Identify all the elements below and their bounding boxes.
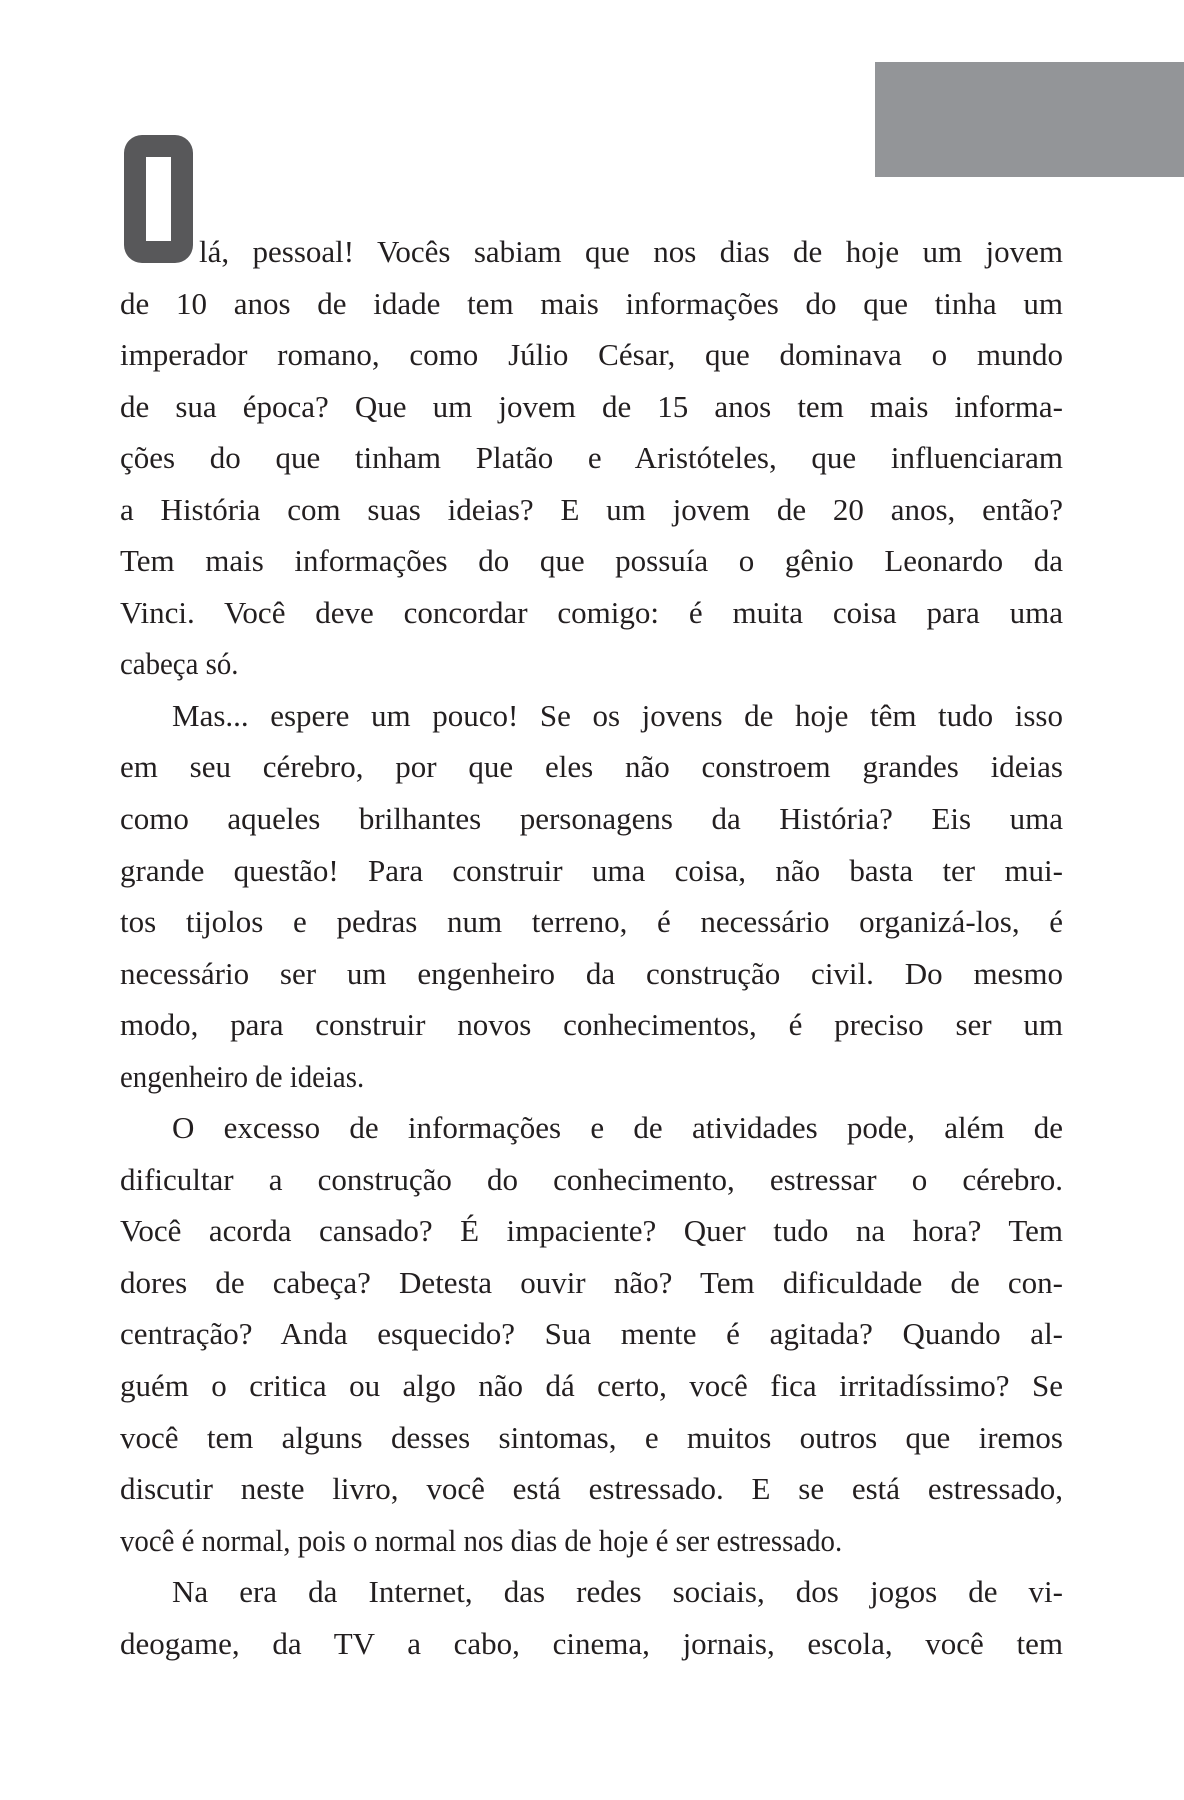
text-line: centração? Anda esquecido? Sua mente é agitada? Quando al- (120, 1316, 1063, 1352)
text-line: grande questão! Para construir uma coisa, não basta ter mui- (120, 852, 1063, 888)
text-line: como aqueles brilhantes personagens da História? Eis uma (120, 801, 1063, 837)
text-line: de sua época? Que um jovem de 15 anos tem mais informa- (120, 388, 1063, 424)
text-line: Mas... espere um pouco! Se os jovens de hoje têm tudo isso (172, 697, 1063, 733)
text-line: lá, pessoal! Vocês sabiam que nos dias de hoje um jovem (199, 234, 1063, 269)
body-text (120, 226, 1063, 1669)
text-line: de 10 anos de idade tem mais informações do que tinha um (120, 285, 1063, 321)
chapter-corner-tab (875, 62, 1184, 177)
text-line: dores de cabeça? Detesta ouvir não? Tem dificuldade de con- (120, 1264, 1063, 1300)
text-line: Tem mais informações do que possuía o gênio Leonardo da (120, 543, 1063, 579)
text-line: modo, para construir novos conhecimentos, é preciso ser um (120, 1007, 1063, 1043)
text-line: Vinci. Você deve concordar comigo: é muita coisa para uma (120, 594, 1063, 630)
text-line: deogame, da TV a cabo, cinema, jornais, escola, você tem (120, 1625, 1063, 1661)
text-line: discutir neste livro, você está estressado. E se está estressado, (120, 1471, 1063, 1507)
text-line: a História com suas ideias? E um jovem de 20 anos, então? (120, 491, 1063, 527)
paragraph (120, 1102, 1063, 1566)
paragraph (120, 226, 1063, 690)
paragraph (120, 1566, 1063, 1669)
drop-cap-text (146, 157, 147, 158)
text-line: Na era da Internet, das redes sociais, dos jogos de vi- (172, 1574, 1063, 1610)
text-line: cabeça só. (120, 646, 239, 682)
text-line: tos tijolos e pedras num terreno, é necessário organizá-los, é (120, 904, 1063, 940)
paragraph (120, 690, 1063, 1102)
text-line: você tem alguns desses sintomas, e muitos outros que iremos (120, 1419, 1063, 1455)
text-line: Você acorda cansado? É impaciente? Quer tudo na hora? Tem (120, 1213, 1063, 1249)
text-line: em seu cérebro, por que eles não constroem grandes ideias (120, 749, 1063, 785)
text-line: imperador romano, como Júlio César, que dominava o mundo (120, 337, 1063, 373)
text-line: necessário ser um engenheiro da construção civil. Do mesmo (120, 955, 1063, 991)
text-line: O excesso de informações e de atividades pode, além de (172, 1110, 1063, 1146)
text-line: engenheiro de ideias. (120, 1058, 365, 1094)
text-line: ções do que tinham Platão e Aristóteles, que influenciaram (120, 440, 1063, 476)
text-line: guém o critica ou algo não dá certo, você fica irritadíssimo? Se (120, 1368, 1063, 1404)
text-line: dificultar a construção do conhecimento, estressar o cérebro. (120, 1161, 1063, 1197)
text-line: você é normal, pois o normal nos dias de hoje é ser estressado. (120, 1522, 843, 1558)
